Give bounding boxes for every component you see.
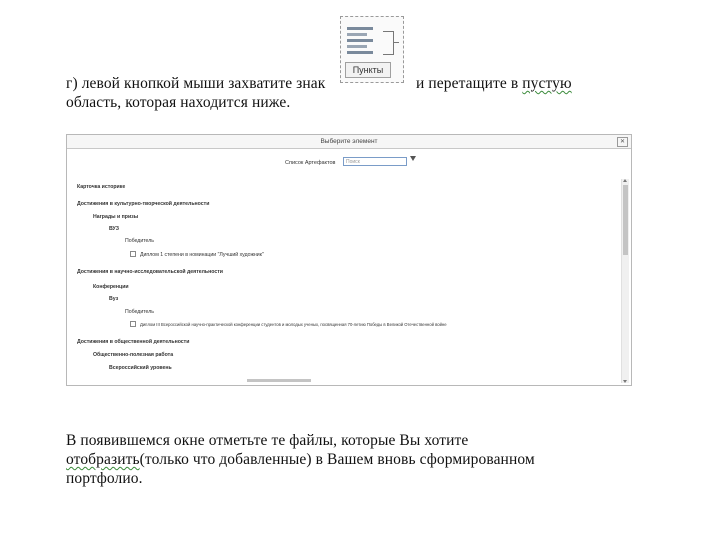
items-drag-icon[interactable] xyxy=(340,16,404,83)
item-checkbox[interactable] xyxy=(130,321,136,327)
tree-leaf-label: Диплом 1 степени в номинации "Лучший художник" xyxy=(140,252,264,258)
tree-node[interactable]: Вуз xyxy=(109,296,119,302)
bracket-icon xyxy=(383,31,394,55)
tree-node[interactable]: Достижения в общественной деятельности xyxy=(77,339,190,345)
tree-leaf[interactable] xyxy=(130,321,447,328)
instruction-text-b: и перетащите в xyxy=(416,75,523,92)
instruction-text-c: пустую xyxy=(522,75,572,92)
horizontal-scrollbar[interactable] xyxy=(247,379,311,382)
instruction-line-2: область, которая находится ниже. xyxy=(66,94,291,111)
tree-node[interactable]: Всероссийский уровень xyxy=(109,365,172,371)
instruction-para2-line1: В появившемся окне отметьте те файлы, которые Вы хотите xyxy=(66,432,469,449)
instruction-line-1-end xyxy=(416,75,572,92)
instruction-para2-line3: портфолио. xyxy=(66,470,143,487)
tree-node[interactable]: Победитель xyxy=(125,238,154,244)
filter-input[interactable]: Поиск xyxy=(343,157,407,166)
dialog-title: Выберите элемент xyxy=(320,138,378,145)
scroll-thumb[interactable] xyxy=(623,185,628,255)
instruction-para2-word: отобразить xyxy=(66,451,140,468)
tree-leaf-label: Диплом III Всероссийской научно-практической конференции студентов и молодых ученых, посвященная 70-летию Победы в Великой Отечественной войне xyxy=(140,322,447,327)
scroll-down-icon[interactable] xyxy=(623,380,627,383)
filter-label: Список Артефактов xyxy=(285,160,336,166)
vertical-scrollbar[interactable] xyxy=(621,179,629,383)
tree-node[interactable]: ВУЗ xyxy=(109,226,120,232)
select-element-dialog xyxy=(66,134,632,386)
instruction-para2-line2 xyxy=(66,451,535,468)
instruction-text-a: г) левой кнопкой мыши захватите знак xyxy=(66,75,326,92)
tree-node[interactable]: Общественно-полезная работа xyxy=(93,352,174,358)
instruction-para2-rest: (только что добавленные) в Вашем вновь сформированном xyxy=(139,451,535,468)
items-label: Пункты xyxy=(345,62,391,78)
close-icon[interactable]: ✕ xyxy=(617,137,628,147)
scroll-up-icon[interactable] xyxy=(623,179,627,182)
instruction-line-1 xyxy=(66,75,325,92)
tree-node[interactable]: Победитель xyxy=(125,309,154,315)
dialog-titlebar xyxy=(67,135,631,149)
tree-node[interactable]: Конференции xyxy=(93,284,129,290)
tree-node[interactable]: Достижения в научно-исследовательской деятельности xyxy=(77,269,223,275)
tree-node[interactable]: Награды и призы xyxy=(93,214,139,220)
tree-node[interactable]: Карточка историке xyxy=(77,184,126,190)
tree-leaf[interactable] xyxy=(130,251,264,258)
filter-icon[interactable] xyxy=(410,156,416,161)
list-items-icon xyxy=(347,27,379,59)
tree-node[interactable]: Достижения в культурно-творческой деятельности xyxy=(77,201,210,207)
item-checkbox[interactable] xyxy=(130,251,136,257)
